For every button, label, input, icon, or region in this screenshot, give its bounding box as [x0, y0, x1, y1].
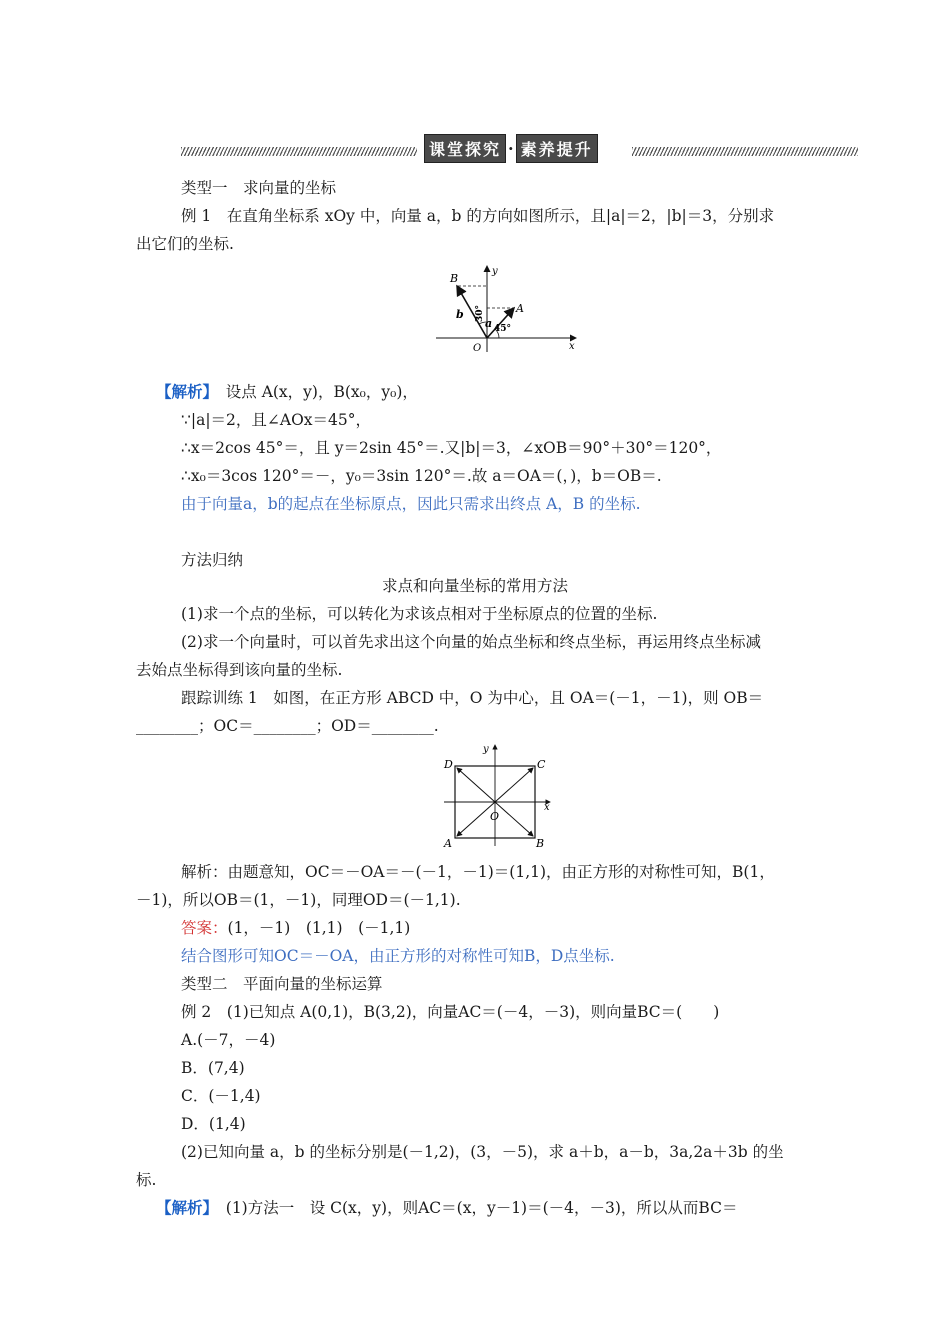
- solution2-line2: －1)，所以OB＝(1，－1)，同理OD＝(－1,1).: [136, 891, 461, 909]
- training1-line2: ________；OC＝________；OD＝________.: [136, 717, 439, 735]
- method-title: 求点和向量坐标的常用方法: [381, 577, 568, 595]
- method-label: 方法归纳: [181, 551, 244, 569]
- answer-text: (1，－1) (1,1) (－1,1): [227, 919, 411, 937]
- example1-line1: 例 1 在直角坐标系 xOy 中，向量 a，b 的方向如图所示，且|a|＝2，|b|＝3，分别求: [181, 207, 775, 225]
- solution3-line1: [156, 1198, 836, 1218]
- option-C: C．(－1,4): [181, 1087, 261, 1105]
- label-a: a: [485, 317, 493, 330]
- header-hatch-right: [632, 147, 858, 156]
- vector-OC: [495, 768, 533, 802]
- label-B: B: [450, 272, 459, 285]
- example2-part2-line1: (2)已知向量 a，b 的坐标分别是(－1,2)，(3，－5)，求 a＋b，a－b，3a,2a＋3b 的坐: [181, 1143, 784, 1161]
- solution1-line3: ∴x＝2cos 45°＝，且 y＝2sin 45°＝.又|b|＝3，∠xOB＝90°＋30°＝120°，: [181, 439, 722, 457]
- method-p2a: (2)求一个向量时，可以首先求出这个向量的始点坐标和终点坐标，再运用终点坐标减: [181, 633, 761, 651]
- solution1-line1: [156, 382, 836, 402]
- solution1-text: 设点 A(x，y)，B(x₀，y₀)，: [210, 383, 418, 401]
- section-banner: [424, 136, 598, 161]
- solution2-hint: 结合图形可知OC＝－OA，由正方形的对称性可知B，D点坐标.: [181, 947, 615, 965]
- example2-line1: 例 2 (1)已知点 A(0,1)，B(3,2)，向量AC＝(－4，－3)，则向量BC＝( ): [181, 1003, 720, 1021]
- type1-title: 类型一 求向量的坐标: [181, 179, 337, 197]
- solution1-tag: 【解析】: [156, 382, 211, 401]
- square-diagram: [438, 740, 558, 852]
- header-hatch-left: [181, 147, 417, 156]
- banner-dot: ·: [508, 139, 514, 158]
- banner-left-label: 课堂探究: [424, 134, 506, 163]
- example1-line2: 出它们的坐标.: [136, 235, 234, 253]
- banner-right-label: 素养提升: [516, 134, 598, 163]
- label-D: D: [444, 758, 453, 771]
- answer-label: 答案：: [181, 919, 228, 937]
- label-A: A: [516, 302, 524, 315]
- vector-OB: [495, 802, 533, 836]
- option-D: D．(1,4): [181, 1115, 246, 1133]
- option-B: B．(7,4): [181, 1059, 245, 1077]
- example2-part2-line2: 标.: [136, 1171, 157, 1189]
- label-B: B: [536, 837, 545, 850]
- training1-line1: 跟踪训练 1 如图，在正方形 ABCD 中，O 为中心，且 OA＝(－1，－1)，则 OB＝: [181, 689, 764, 707]
- option-A: A.(－7，－4): [181, 1031, 276, 1049]
- label-y: y: [483, 744, 489, 755]
- solution2-line1: 解析：由题意知，OC＝－OA＝－(－1，－1)＝(1,1)，由正方形的对称性可知，B(1，: [181, 863, 775, 881]
- label-C: C: [537, 758, 546, 771]
- solution3-text: (1)方法一 设 C(x，y)，则AC＝(x，y－1)＝(－4，－3)，所以从而BC＝: [210, 1199, 738, 1217]
- label-x: x: [544, 802, 550, 813]
- method-p1: (1)求一个点的坐标，可以转化为求该点相对于坐标原点的位置的坐标.: [181, 605, 658, 623]
- solution3-tag: 【解析】: [156, 1198, 211, 1217]
- label-A: A: [444, 837, 452, 850]
- vector-OD: [457, 768, 495, 802]
- label-O: O: [490, 810, 500, 823]
- label-O: O: [473, 343, 482, 354]
- label-x: x: [569, 341, 575, 352]
- label-30deg: 30°: [475, 304, 485, 322]
- label-b: b: [456, 308, 464, 321]
- vector-diagram-1: [430, 262, 580, 356]
- type2-title: 类型二 平面向量的坐标运算: [181, 975, 383, 993]
- method-p2b: 去始点坐标得到该向量的坐标.: [136, 661, 343, 679]
- solution2-answer: [181, 918, 861, 938]
- solution1-hint: 由于向量a，b的起点在坐标原点，因此只需求出终点 A，B 的坐标.: [181, 495, 641, 513]
- label-y: y: [492, 266, 498, 277]
- label-45deg: 45°: [494, 324, 512, 334]
- solution1-line4: ∴x₀＝3cos 120°＝－，y₀＝3sin 120°＝.故 a＝OA＝(，)，b＝OB＝.: [181, 467, 662, 485]
- solution1-line2: ∵|a|＝2，且∠AOx＝45°，: [181, 411, 372, 429]
